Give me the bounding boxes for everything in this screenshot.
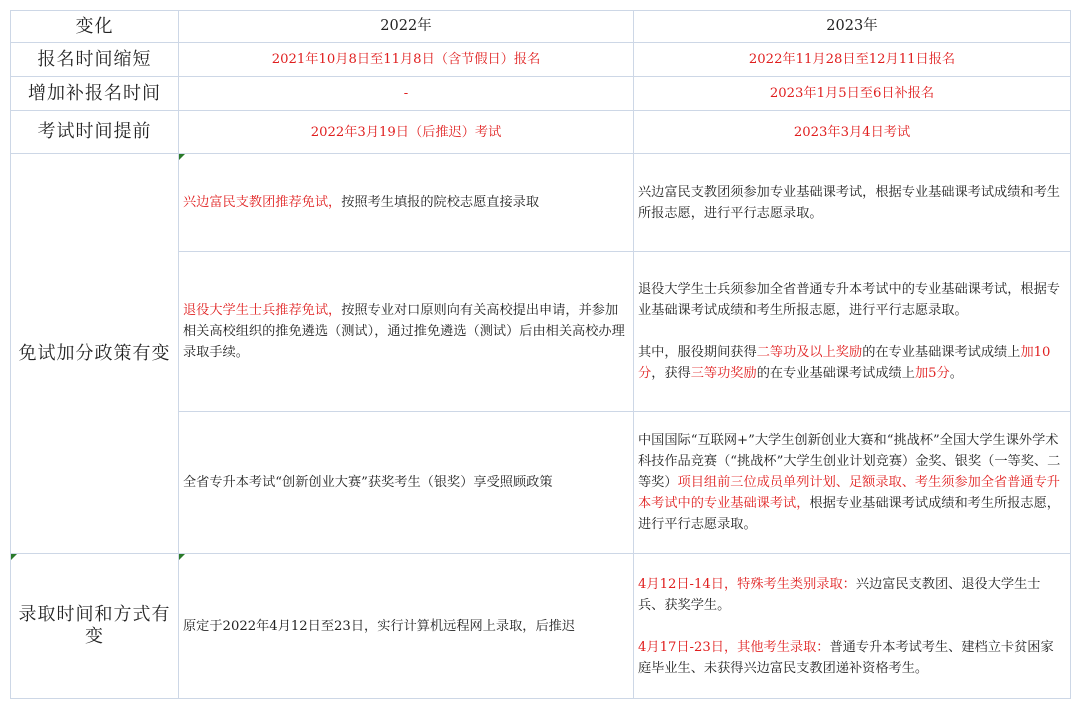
header-2023: 2023年 — [634, 11, 1071, 43]
policy-comparison-table — [10, 10, 1071, 699]
cell-2022 — [179, 252, 634, 412]
cell-2022-highlight: 兴边富民支教团推荐免试， — [183, 195, 342, 210]
comment-flag-icon — [11, 554, 17, 560]
cell-2022: 2021年10月8日至11月8日（含节假日）报名 — [179, 43, 634, 77]
text-run: 中国国际“互联网+”大学生创新创业大赛和“挑战杯”全国大学生课外学术科技作品竞赛（“挑战杯”大学生创业计划竞赛）金奖、银奖（一等奖、二等奖） — [638, 433, 1061, 490]
text-run-highlight: 加5分 — [914, 366, 950, 381]
header-2022: 2022年 — [179, 11, 634, 43]
cell-2022 — [179, 554, 634, 699]
cell-2023: 2023年3月4日考试 — [634, 111, 1071, 154]
cell-2022 — [179, 154, 634, 252]
cell-2023-paragraph — [638, 637, 1066, 679]
table-row — [11, 43, 1071, 77]
paragraph-gap — [638, 321, 1066, 342]
cell-2023-paragraph — [638, 342, 1066, 384]
text-run-highlight: 4月12日-14日，特殊考生类别录取： — [638, 576, 856, 592]
header-change: 变化 — [11, 11, 179, 43]
comment-flag-icon — [179, 554, 185, 560]
cell-2023 — [634, 412, 1071, 554]
row-label-exemption — [11, 154, 179, 554]
cell-2023-paragraph — [638, 574, 1066, 616]
cell-2022-text: 按照考生填报的院校志愿直接录取 — [341, 195, 540, 210]
text-run: 其中，服役期间获得 — [638, 345, 757, 360]
table-row — [11, 77, 1071, 111]
text-run-highlight: 4月17日-23日，其他考生录取： — [638, 639, 830, 655]
row-label: 录取时间和方式有变 — [18, 604, 171, 647]
cell-2023-paragraph: 退役大学生士兵须参加全省普通专升本考试中的专业基础课考试，根据专业基础课考试成绩和考生所报志愿，进行平行志愿录取。 — [638, 282, 1060, 318]
text-run-highlight: 三等功奖励 — [690, 366, 757, 381]
cell-2023 — [634, 252, 1071, 412]
text-run-highlight: 加10分 — [638, 345, 1051, 381]
text-run: 的在专业基础课考试成绩上 — [756, 366, 915, 381]
table-row — [11, 154, 1071, 252]
cell-2022-text: 原定于2022年4月12日至23日，实行计算机远程网上录取，后推迟 — [183, 618, 576, 634]
text-run-highlight: 项目组前三位成员单列计划、足额录取、考生须参加全省普通专升本考试中的专业基础课考试， — [638, 475, 1060, 511]
table-row — [11, 554, 1071, 699]
cell-2022: - — [179, 77, 634, 111]
text-run-highlight: 二等功及以上奖励 — [756, 345, 863, 360]
cell-2022-highlight: 退役大学生士兵推荐免试， — [183, 303, 342, 318]
cell-2023 — [634, 554, 1071, 699]
paragraph-gap — [638, 616, 1066, 637]
cell-2022-text: 按照专业对口原则向有关高校提出申请，并参加相关高校组织的推免遴选（测试），通过推免遴选（测试）后由相关高校办理录取手续。 — [183, 303, 625, 360]
text-run: ，获得 — [651, 366, 691, 381]
cell-2023: 2022年11月28日至12月11日报名 — [634, 43, 1071, 77]
text-run: 兴边富民支教团、退役大学生士兵、获奖学生。 — [638, 576, 1041, 613]
text-run: 普通专升本考试考生、建档立卡贫困家庭毕业生、未获得兴边富民支教团递补资格考生。 — [638, 639, 1054, 676]
row-label: 免试加分政策有变 — [18, 342, 171, 364]
comment-flag-icon — [179, 154, 185, 160]
row-label-admission — [11, 554, 179, 699]
row-label: 报名时间缩短 — [11, 43, 179, 77]
text-run: 的在专业基础课考试成绩上 — [862, 345, 1021, 360]
table-row — [11, 111, 1071, 154]
cell-2022: 全省专升本考试“创新创业大赛”获奖考生（银奖）享受照顾政策 — [179, 412, 634, 554]
cell-2022: 2022年3月19日（后推迟）考试 — [179, 111, 634, 154]
cell-2023: 2023年1月5日至6日补报名 — [634, 77, 1071, 111]
text-run: 。 — [949, 366, 963, 381]
header-row — [11, 11, 1071, 43]
row-label: 考试时间提前 — [11, 111, 179, 154]
text-run: 根据专业基础课考试成绩和考生所报志愿，进行平行志愿录取。 — [638, 496, 1060, 532]
row-label: 增加补报名时间 — [11, 77, 179, 111]
cell-2023: 兴边富民支教团须参加专业基础课考试，根据专业基础课考试成绩和考生所报志愿，进行平行志愿录取。 — [634, 154, 1071, 252]
